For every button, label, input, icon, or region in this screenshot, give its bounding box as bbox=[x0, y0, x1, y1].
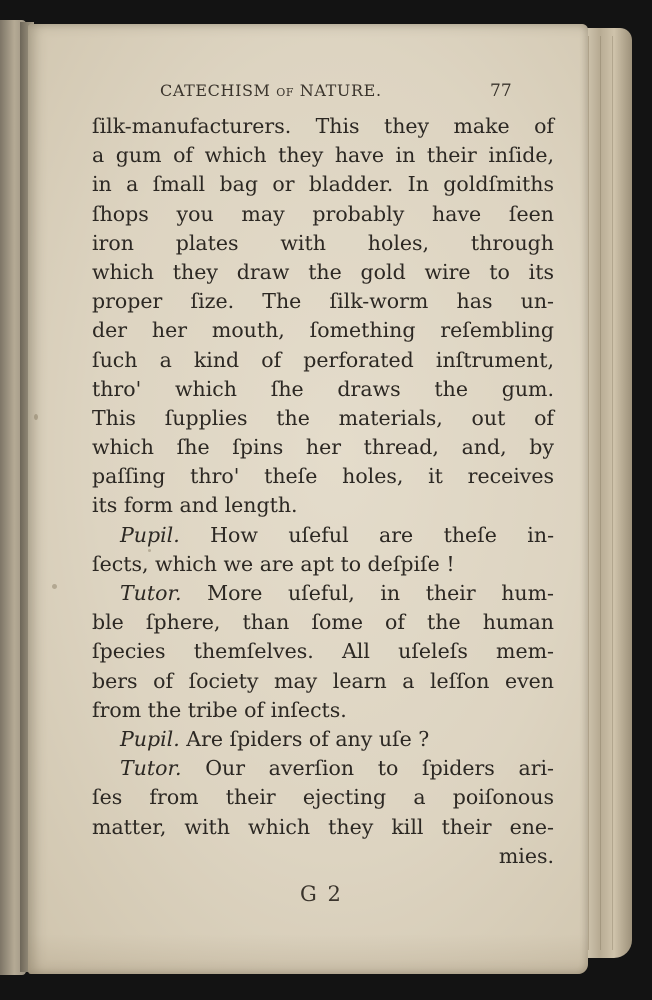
text-line: der her mouth, ſomething reſembling bbox=[92, 318, 554, 343]
page-number: 77 bbox=[490, 81, 512, 101]
text-line: iron plates with holes, through bbox=[92, 230, 554, 255]
text-line: which they draw the gold wire to its bbox=[92, 259, 554, 284]
speaker-label: Pupil. bbox=[120, 726, 180, 751]
page-body-text bbox=[92, 112, 554, 871]
speaker-label: Pupil. bbox=[120, 522, 180, 547]
text-line: which ſhe ſpins her thread, and, by bbox=[92, 435, 554, 460]
dialogue-line: ble ſphere, than ſome of the human bbox=[92, 610, 554, 635]
text-line: its form and length. bbox=[92, 493, 298, 518]
dialogue-line: ſects, which we are apt to deſpiſe ! bbox=[92, 551, 455, 576]
text-line: proper ſize. The ſilk-worm has un- bbox=[92, 289, 554, 314]
signature-mark: G 2 bbox=[300, 882, 343, 906]
text-line: a gum of which they have in their inſide, bbox=[92, 143, 554, 168]
dialogue-line: Tutor. More uſeful, in their hum- bbox=[120, 581, 554, 605]
text-line: ſuch a kind of perforated inſtrument, bbox=[92, 347, 554, 372]
speaker-label: Tutor. bbox=[120, 756, 182, 781]
dialogue-line: bers of ſociety may learn a leſſon even bbox=[92, 668, 554, 693]
text-line: paſſing thro' theſe holes, it receives bbox=[92, 464, 554, 489]
text-line: thro' which ſhe draws the gum. bbox=[92, 376, 554, 401]
text-line: ſhops you may probably have ſeen bbox=[92, 201, 554, 226]
dialogue-line: Pupil. How uſeful are theſe in- bbox=[120, 522, 554, 547]
running-head-title: CATECHISM OF NATURE. bbox=[160, 81, 382, 100]
speaker-label: Tutor. bbox=[120, 581, 182, 605]
running-head bbox=[160, 81, 520, 107]
text-line: in a ſmall bag or bladder. In goldſmiths bbox=[92, 172, 554, 197]
foxing-spot bbox=[52, 584, 57, 589]
text-line: This ſupplies the materials, out of bbox=[92, 405, 554, 430]
dialogue-line: from the tribe of inſects. bbox=[92, 697, 347, 722]
dialogue-line: ſes from their ejecting a poiſonous bbox=[92, 785, 554, 810]
dialogue-line: ſpecies themſelves. All uſeleſs mem- bbox=[92, 639, 554, 664]
dialogue-line: matter, with which they kill their ene- bbox=[92, 814, 554, 839]
text-line: ſilk-manufacturers. This they make of bbox=[92, 114, 554, 138]
dialogue-line: Tutor. Our averſion to ſpiders ari- bbox=[120, 756, 554, 781]
dialogue-line: Pupil. Are ſpiders of any uſe ? bbox=[120, 726, 430, 751]
dialogue-line: mies. bbox=[498, 843, 554, 868]
foxing-spot bbox=[34, 414, 38, 420]
